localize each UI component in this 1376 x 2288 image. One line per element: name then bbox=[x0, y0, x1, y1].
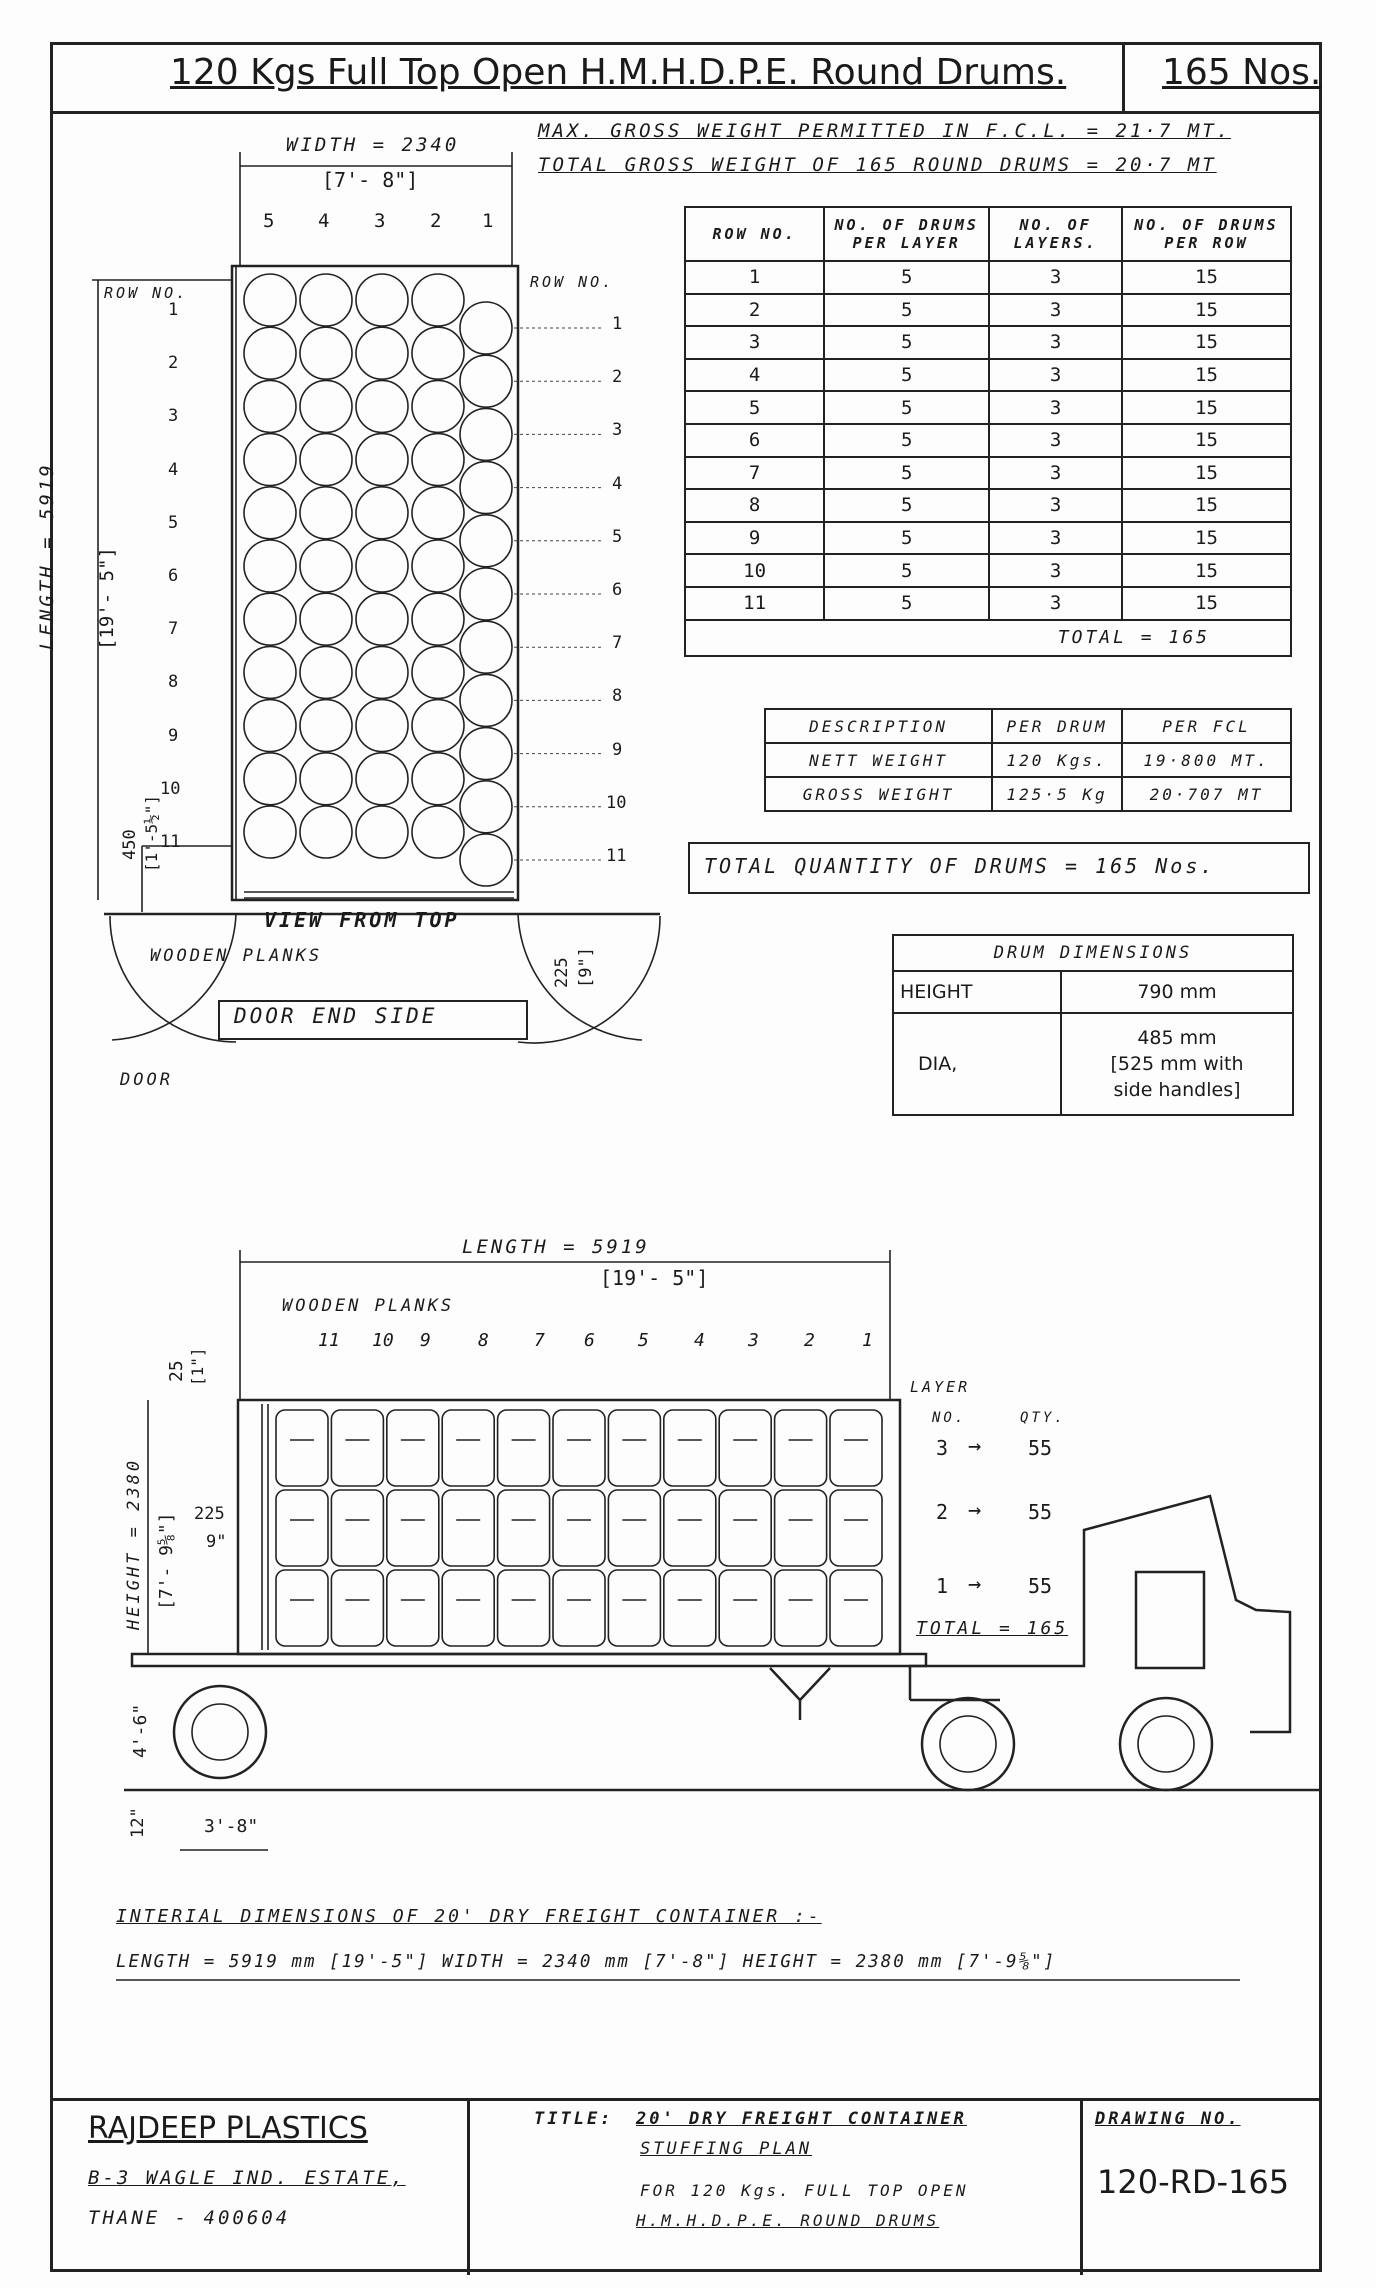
drum-circle bbox=[300, 646, 352, 698]
truck-front-wheel bbox=[922, 1698, 1014, 1790]
total-gross-note: TOTAL GROSS WEIGHT OF 165 ROUND DRUMS = 20·7 MT bbox=[538, 154, 1217, 176]
rows-col-header: ROW NO. bbox=[685, 207, 824, 261]
weight-cell: NETT WEIGHT bbox=[765, 743, 992, 777]
trailer-wheel bbox=[174, 1686, 266, 1778]
drum-circle bbox=[300, 434, 352, 486]
drum-side bbox=[553, 1410, 605, 1486]
layer-quantity: 55 bbox=[1028, 1574, 1053, 1598]
rows-table-cell: 3 bbox=[989, 424, 1122, 457]
rows-col-header: NO. OF DRUMS PER ROW bbox=[1122, 207, 1291, 261]
drum-circle bbox=[460, 781, 512, 833]
rows-table-cell: 15 bbox=[1122, 522, 1291, 555]
layer-total: TOTAL = 165 bbox=[916, 1618, 1069, 1639]
rows-table-cell: 5 bbox=[685, 391, 824, 424]
company-address-1: B-3 WAGLE IND. ESTATE, bbox=[88, 2167, 406, 2189]
drum-circle bbox=[356, 753, 408, 805]
top-row-number-left: 5 bbox=[168, 512, 179, 533]
drum-circle bbox=[412, 487, 464, 539]
top-row-number-right: 10 bbox=[606, 792, 627, 813]
drum-side bbox=[608, 1490, 660, 1566]
drum-circle bbox=[356, 327, 408, 379]
rows-table-row bbox=[685, 554, 1291, 587]
top-row-number-right: 3 bbox=[612, 420, 623, 441]
top-width-imperial: [7'- 8"] bbox=[322, 168, 419, 192]
rows-table-cell: 15 bbox=[1122, 457, 1291, 490]
ground-height-label: 4'-6" bbox=[130, 1703, 151, 1758]
title-line-1: 20' DRY FREIGHT CONTAINER bbox=[636, 2109, 967, 2129]
side-drum-number: 7 bbox=[534, 1330, 545, 1351]
rows-table-cell: 2 bbox=[685, 294, 824, 327]
rows-table-cell: 15 bbox=[1122, 294, 1291, 327]
top-row-number-left: 11 bbox=[160, 832, 181, 852]
rows-table-cell: 3 bbox=[989, 391, 1122, 424]
drum-circle bbox=[412, 806, 464, 858]
drum-circle bbox=[356, 806, 408, 858]
weight-header: DESCRIPTION bbox=[765, 709, 992, 743]
top-row-number-right: 1 bbox=[612, 314, 623, 334]
drum-side bbox=[553, 1490, 605, 1566]
rows-table-cell: 3 bbox=[989, 359, 1122, 392]
layer-header-qty: QTY. bbox=[1020, 1410, 1066, 1426]
drum-circle bbox=[244, 806, 296, 858]
drum-circle bbox=[412, 434, 464, 486]
top-row-number-right: 4 bbox=[612, 473, 623, 494]
drum-circle bbox=[412, 274, 464, 326]
drum-circle bbox=[412, 327, 464, 379]
top-row-number-right: 9 bbox=[612, 739, 623, 760]
drum-circle bbox=[412, 753, 464, 805]
rows-total: TOTAL = 165 bbox=[685, 620, 1291, 656]
top-row-number-left: 3 bbox=[168, 406, 179, 427]
drum-side bbox=[442, 1410, 494, 1486]
drum-circle bbox=[244, 700, 296, 752]
side-height-label: HEIGHT = 2380 bbox=[124, 1457, 144, 1630]
top-row-number-right: 2 bbox=[612, 367, 623, 388]
top-row-number-right: 11 bbox=[606, 846, 627, 866]
rows-table-cell: 15 bbox=[1122, 261, 1291, 294]
drum-circle bbox=[300, 540, 352, 592]
top-row-number-left: 7 bbox=[168, 619, 179, 640]
drum-height-label: HEIGHT bbox=[893, 971, 1061, 1013]
rows-table-cell: 11 bbox=[685, 587, 824, 620]
drum-side bbox=[442, 1490, 494, 1566]
drum-circle bbox=[460, 728, 512, 780]
row-no-right-label: ROW NO. bbox=[530, 273, 615, 291]
rows-table-cell: 1 bbox=[685, 261, 824, 294]
drum-side bbox=[719, 1570, 771, 1646]
drum-circle bbox=[460, 515, 512, 567]
rows-table-cell: 4 bbox=[685, 359, 824, 392]
drum-side bbox=[276, 1570, 328, 1646]
drum-circle bbox=[300, 753, 352, 805]
top-row-number-left: 4 bbox=[168, 459, 179, 480]
drum-height-value: 790 mm bbox=[1061, 971, 1293, 1013]
weight-cell: 19·800 MT. bbox=[1122, 743, 1291, 777]
truck-front-hub bbox=[940, 1716, 996, 1772]
top-column-number: 1 bbox=[482, 210, 494, 232]
drum-circle bbox=[244, 646, 296, 698]
rows-table-cell: 3 bbox=[989, 522, 1122, 555]
rows-table-cell: 15 bbox=[1122, 587, 1291, 620]
door-label: DOOR bbox=[120, 1070, 173, 1090]
drum-circle bbox=[356, 487, 408, 539]
fifth-wheel-support bbox=[770, 1668, 830, 1720]
rows-col-header: NO. OF DRUMS PER LAYER bbox=[824, 207, 989, 261]
top-width-label: WIDTH = 2340 bbox=[286, 134, 460, 156]
offset-225-imperial: [9"] bbox=[576, 947, 596, 988]
container-outline-side bbox=[238, 1400, 900, 1654]
drum-circle bbox=[300, 380, 352, 432]
drum-side bbox=[387, 1570, 439, 1646]
drum-circle bbox=[244, 434, 296, 486]
top-row-number-right: 5 bbox=[612, 526, 623, 547]
side-length-imperial: [19'- 5"] bbox=[600, 1266, 709, 1290]
drum-side bbox=[719, 1490, 771, 1566]
drum-circle bbox=[244, 540, 296, 592]
rows-col-header: NO. OF LAYERS. bbox=[989, 207, 1122, 261]
title-line-4: H.M.H.D.P.E. ROUND DRUMS bbox=[636, 2211, 940, 2230]
side-drum-number: 1 bbox=[862, 1330, 873, 1351]
layer-number: 1 bbox=[936, 1574, 949, 1598]
rows-table-cell: 5 bbox=[824, 359, 989, 392]
rows-table-cell: 3 bbox=[989, 326, 1122, 359]
drum-circle bbox=[300, 327, 352, 379]
drum-side bbox=[331, 1570, 383, 1646]
drum-circle bbox=[300, 274, 352, 326]
rows-table-cell: 3 bbox=[989, 554, 1122, 587]
company-cell bbox=[50, 2101, 470, 2275]
drum-circle bbox=[244, 593, 296, 645]
side-drum-number: 5 bbox=[638, 1330, 649, 1351]
drum-circle bbox=[356, 540, 408, 592]
rows-table-row bbox=[685, 359, 1291, 392]
rows-table-cell: 6 bbox=[685, 424, 824, 457]
rows-table-cell: 5 bbox=[824, 457, 989, 490]
rows-table-cell: 15 bbox=[1122, 554, 1291, 587]
rows-table-cell: 5 bbox=[824, 261, 989, 294]
offset-225-label: 225 bbox=[552, 957, 572, 988]
top-row-number-left: 9 bbox=[168, 725, 179, 746]
row-no-left-label: ROW NO. bbox=[104, 284, 189, 302]
truck-cab bbox=[910, 1496, 1290, 1732]
layer-arrow: → bbox=[968, 1434, 982, 1459]
rows-table-cell: 5 bbox=[824, 587, 989, 620]
offset-450-imperial: [1'-5½"] bbox=[142, 794, 161, 872]
layer-arrow: → bbox=[968, 1498, 982, 1523]
drum-side bbox=[830, 1410, 882, 1486]
layer-arrow: → bbox=[968, 1572, 982, 1597]
rows-table-row bbox=[685, 522, 1291, 555]
rows-table-row bbox=[685, 457, 1291, 490]
drum-side bbox=[442, 1570, 494, 1646]
max-gross-note: MAX. GROSS WEIGHT PERMITTED IN F.C.L. = 21·7 MT. bbox=[538, 120, 1232, 142]
drum-circle bbox=[356, 646, 408, 698]
drum-circle bbox=[460, 568, 512, 620]
rows-table-cell: 5 bbox=[824, 522, 989, 555]
drum-circle bbox=[460, 462, 512, 514]
drum-side bbox=[664, 1490, 716, 1566]
trailer-chassis bbox=[132, 1654, 926, 1666]
rows-table-cell: 8 bbox=[685, 489, 824, 522]
rows-table-row bbox=[685, 489, 1291, 522]
top-row-number-right: 7 bbox=[612, 633, 623, 654]
drum-side bbox=[775, 1410, 827, 1486]
drawing-no-cell bbox=[1080, 2101, 1322, 2275]
drum-dia-label: DIA, bbox=[893, 1013, 1061, 1115]
drum-dia-value-2: [525 mm with bbox=[1110, 1053, 1244, 1075]
drum-circle bbox=[356, 593, 408, 645]
drum-side bbox=[664, 1570, 716, 1646]
rows-table-cell: 5 bbox=[824, 391, 989, 424]
title-line-2: STUFFING PLAN bbox=[640, 2139, 813, 2159]
rows-table-cell: 3 bbox=[989, 261, 1122, 294]
drum-circle bbox=[356, 700, 408, 752]
side-drum-number: 8 bbox=[478, 1330, 489, 1351]
rows-table-cell: 5 bbox=[824, 424, 989, 457]
title-label: TITLE: bbox=[534, 2109, 614, 2129]
layer-header-no: NO. bbox=[932, 1410, 967, 1426]
weight-header: PER FCL bbox=[1122, 709, 1291, 743]
rows-table-cell: 15 bbox=[1122, 489, 1291, 522]
rows-table-cell: 5 bbox=[824, 489, 989, 522]
layer-number: 3 bbox=[936, 1436, 949, 1460]
truck-rear-wheel bbox=[1120, 1698, 1212, 1790]
side-drum-number: 6 bbox=[584, 1330, 595, 1351]
side-gap-225: 225 bbox=[194, 1504, 225, 1524]
drum-circle bbox=[460, 302, 512, 354]
side-gap-9: 9" bbox=[206, 1532, 227, 1552]
drum-circle bbox=[300, 806, 352, 858]
weight-table bbox=[764, 708, 1292, 812]
weight-cell: 20·707 MT bbox=[1122, 777, 1291, 811]
wooden-planks-top-label: WOODEN PLANKS bbox=[150, 946, 323, 966]
drum-side bbox=[553, 1570, 605, 1646]
rows-table-cell: 9 bbox=[685, 522, 824, 555]
drum-side bbox=[775, 1490, 827, 1566]
rows-table-cell: 3 bbox=[989, 587, 1122, 620]
rows-table-cell: 3 bbox=[989, 489, 1122, 522]
drum-side bbox=[331, 1490, 383, 1566]
side-drum-number: 11 bbox=[318, 1330, 340, 1351]
drum-circle bbox=[300, 700, 352, 752]
layer-quantity: 55 bbox=[1028, 1500, 1053, 1524]
drum-circle bbox=[412, 646, 464, 698]
rows-table-cell: 15 bbox=[1122, 359, 1291, 392]
drum-side bbox=[830, 1570, 882, 1646]
view-from-top-label: VIEW FROM TOP bbox=[264, 908, 460, 932]
ground-clear-label: 12" bbox=[128, 1807, 148, 1838]
company-name: RAJDEEP PLASTICS bbox=[88, 2111, 368, 2146]
offset-450-label: 450 bbox=[120, 829, 140, 860]
rows-table-cell: 5 bbox=[824, 554, 989, 587]
rows-table-row bbox=[685, 391, 1291, 424]
title-line-3: FOR 120 Kgs. FULL TOP OPEN bbox=[640, 2181, 969, 2200]
top-row-number-right: 6 bbox=[612, 580, 623, 600]
side-drum-number: 10 bbox=[372, 1330, 394, 1351]
drum-circle bbox=[356, 274, 408, 326]
layer-number: 2 bbox=[936, 1500, 949, 1524]
rows-table-row bbox=[685, 261, 1291, 294]
rows-table-row bbox=[685, 294, 1291, 327]
drum-side bbox=[830, 1490, 882, 1566]
rows-table-cell: 5 bbox=[824, 326, 989, 359]
side-view-drawing bbox=[116, 1250, 1320, 1980]
rows-table-cell: 15 bbox=[1122, 391, 1291, 424]
drum-circle bbox=[412, 380, 464, 432]
side-height-imperial: [7'- 9⅝"] bbox=[156, 1512, 177, 1610]
drum-dimensions-table bbox=[892, 934, 1294, 1116]
drum-circle bbox=[412, 593, 464, 645]
rows-table-cell: 7 bbox=[685, 457, 824, 490]
rows-table-cell: 10 bbox=[685, 554, 824, 587]
drum-side bbox=[276, 1490, 328, 1566]
drum-circle bbox=[460, 621, 512, 673]
top-row-number-left: 8 bbox=[168, 672, 179, 693]
interior-heading: INTERIAL DIMENSIONS OF 20' DRY FREIGHT CONTAINER :- bbox=[116, 1906, 822, 1927]
drum-circle bbox=[460, 355, 512, 407]
drum-circle bbox=[412, 540, 464, 592]
top-length-label: LENGTH = 5919 bbox=[36, 462, 58, 650]
weight-cell: GROSS WEIGHT bbox=[765, 777, 992, 811]
weight-header: PER DRUM bbox=[992, 709, 1122, 743]
drawing-no: 120-RD-165 bbox=[1097, 2163, 1290, 2201]
wooden-planks-side-label: WOODEN PLANKS bbox=[282, 1296, 455, 1316]
drum-side bbox=[331, 1410, 383, 1486]
drum-side bbox=[498, 1490, 550, 1566]
weight-cell: 125·5 Kg bbox=[992, 777, 1122, 811]
top-column-number: 5 bbox=[263, 210, 275, 232]
drum-side bbox=[664, 1410, 716, 1486]
wheel-span-label: 3'-8" bbox=[204, 1816, 259, 1837]
rows-table-cell: 5 bbox=[824, 294, 989, 327]
drum-side bbox=[387, 1410, 439, 1486]
drum-side bbox=[498, 1570, 550, 1646]
side-drum-number: 4 bbox=[694, 1330, 705, 1351]
rows-table-row bbox=[685, 326, 1291, 359]
drum-side bbox=[608, 1570, 660, 1646]
drum-circle bbox=[244, 753, 296, 805]
company-address-2: THANE - 400604 bbox=[88, 2207, 291, 2229]
interior-dims: LENGTH = 5919 mm [19'-5"] WIDTH = 2340 mm [7'-8"] HEIGHT = 2380 mm [7'-9⅝"] bbox=[116, 1952, 1057, 1972]
side-drum-number: 2 bbox=[804, 1330, 815, 1351]
trailer-wheel-hub bbox=[192, 1704, 248, 1760]
top-column-number: 3 bbox=[374, 210, 386, 232]
top-row-number-left: 2 bbox=[168, 353, 179, 374]
weight-cell: 120 Kgs. bbox=[992, 743, 1122, 777]
total-quantity: TOTAL QUANTITY OF DRUMS = 165 Nos. bbox=[704, 854, 1216, 878]
top-row-number-left: 10 bbox=[160, 778, 181, 799]
drum-dia-value-1: 485 mm bbox=[1137, 1027, 1217, 1049]
top-column-number: 2 bbox=[430, 210, 442, 232]
drum-quantity: 165 Nos. bbox=[1162, 52, 1322, 93]
top-length-imperial: [19'- 5"] bbox=[96, 547, 118, 650]
rows-table bbox=[684, 206, 1292, 657]
drum-side bbox=[498, 1410, 550, 1486]
rows-table-cell: 3 bbox=[989, 457, 1122, 490]
rows-table-cell: 3 bbox=[685, 326, 824, 359]
rows-table-cell: 3 bbox=[989, 294, 1122, 327]
side-length-label: LENGTH = 5919 bbox=[462, 1236, 650, 1258]
side-top-gap-imperial: [1"] bbox=[188, 1347, 207, 1386]
drum-side bbox=[775, 1570, 827, 1646]
side-drum-number: 3 bbox=[748, 1330, 759, 1351]
drum-circle bbox=[244, 487, 296, 539]
drum-side bbox=[608, 1410, 660, 1486]
drum-circle bbox=[356, 380, 408, 432]
rows-table-cell: 15 bbox=[1122, 326, 1291, 359]
top-row-number-left: 1 bbox=[168, 300, 179, 320]
drum-dia-value-3: side handles] bbox=[1113, 1079, 1241, 1101]
drum-circle bbox=[300, 487, 352, 539]
drum-circle bbox=[460, 408, 512, 460]
drum-circle bbox=[244, 274, 296, 326]
side-drum-number: 9 bbox=[420, 1330, 431, 1351]
rows-table-row bbox=[685, 587, 1291, 620]
drum-side bbox=[387, 1490, 439, 1566]
truck-rear-hub bbox=[1138, 1716, 1194, 1772]
drum-side bbox=[719, 1410, 771, 1486]
drawing-title: 120 Kgs Full Top Open H.M.H.D.P.E. Round Drums. bbox=[170, 52, 1067, 93]
layer-header: LAYER bbox=[910, 1378, 971, 1396]
top-row-number-left: 6 bbox=[168, 566, 179, 586]
title-block bbox=[50, 2098, 1322, 2272]
drum-circle bbox=[460, 674, 512, 726]
drum-circle bbox=[244, 327, 296, 379]
layer-quantity: 55 bbox=[1028, 1436, 1053, 1460]
drum-circle bbox=[356, 434, 408, 486]
drum-circle bbox=[300, 593, 352, 645]
drum-dim-title: DRUM DIMENSIONS bbox=[893, 935, 1293, 971]
truck-window bbox=[1136, 1572, 1204, 1668]
drum-circle bbox=[460, 834, 512, 886]
drum-circle bbox=[244, 380, 296, 432]
drum-side bbox=[276, 1410, 328, 1486]
drawing-no-label: DRAWING NO. bbox=[1095, 2109, 1241, 2129]
drum-circle bbox=[412, 700, 464, 752]
top-column-number: 4 bbox=[318, 210, 330, 232]
door-end-label: DOOR END SIDE bbox=[234, 1004, 438, 1028]
rows-table-row bbox=[685, 424, 1291, 457]
side-top-gap: 25 bbox=[166, 1360, 187, 1382]
top-row-number-right: 8 bbox=[612, 686, 623, 707]
rows-table-cell: 15 bbox=[1122, 424, 1291, 457]
